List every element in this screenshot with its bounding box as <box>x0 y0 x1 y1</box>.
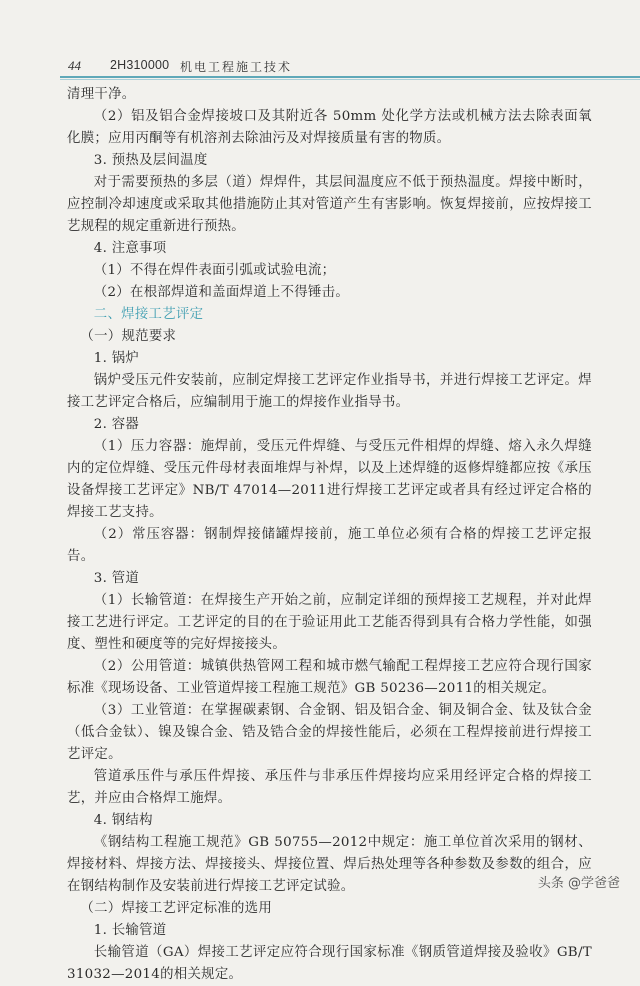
item-heading: 4. 钢结构 <box>93 813 153 828</box>
paragraph: （2）公用管道：城镇供热管网工程和城市燃气输配工程焊接工艺应符合现行国家标准《现场设备、工业管道焊接工程施工规范》GB 50236—2011的相关规定。 <box>67 659 592 696</box>
paragraph: 对于需要预热的多层（道）焊焊件，其层间温度应不低于预热温度。焊接中断时，应控制冷却速度或采取其他措施防止其对管道产生有害影响。恢复焊接前，应按焊接工艺规程的规定重新进行预热。 <box>67 175 592 234</box>
paragraph: （3）工业管道：在掌握碳素钢、合金钢、铝及铝合金、铜及铜合金、钛及钛合金（低合金钛）、镍及镍合金、锆及锆合金的焊接性能后，必须在工程焊接前进行焊接工艺评定。 <box>67 703 592 762</box>
item-heading: 4. 注意事项 <box>93 241 167 256</box>
header-title: 机电工程施工技术 <box>180 60 293 74</box>
paragraph: 《钢结构工程施工规范》GB 50755—2012中规定：施工单位首次采用的钢材、焊接材料、焊接方法、焊接接头、焊接位置、焊后热处理等各种参数及参数的组合，应在钢结构制作及安装前进行焊接工艺评定试验。 <box>67 835 592 894</box>
page-number: 44 <box>68 58 81 73</box>
subsection-heading: （二）焊接工艺评定标准的选用 <box>80 901 273 916</box>
paragraph: 长输管道（GA）焊接工艺评定应符合现行国家标准《钢质管道焊接及验收》GB/T 31032—2014的相关规定。 <box>67 945 592 982</box>
item-heading: 1. 长输管道 <box>93 923 167 938</box>
watermark <box>538 872 620 891</box>
document-body <box>67 84 592 986</box>
paragraph: 锅炉受压元件安装前，应制定焊接工艺评定作业指导书，并进行焊接工艺评定。焊接工艺评定合格后，应编制用于施工的焊接作业指导书。 <box>67 373 592 410</box>
paragraph: 清理干净。 <box>67 87 136 102</box>
section-heading: 二、焊接工艺评定 <box>93 307 204 322</box>
header-rule <box>60 76 640 78</box>
item-heading: 1. 锅炉 <box>93 351 140 366</box>
page-header <box>0 52 640 76</box>
item-heading: 3. 预热及层间温度 <box>93 153 208 168</box>
paragraph: （2）常压容器：钢制焊接储罐焊接前，施工单位必须有合格的焊接工艺评定报告。 <box>67 527 592 564</box>
item-heading: 3. 管道 <box>93 571 140 586</box>
paragraph: 管道承压件与承压件焊接、承压件与非承压件焊接均应采用经评定合格的焊接工艺，并应由合格焊工施焊。 <box>67 769 592 806</box>
header-code: 2H310000 <box>110 58 170 72</box>
subsection-heading: （一）规范要求 <box>80 329 177 344</box>
paragraph: （1）长输管道：在焊接生产开始之前，应制定详细的预焊接工艺规程，并对此焊接工艺进行评定。工艺评定的目的在于验证用此工艺能否得到具有合格力学性能，如强度、塑性和硬度等的完好焊接接头。 <box>67 593 592 652</box>
paragraph: （2）在根部焊道和盖面焊道上不得锤击。 <box>93 285 350 300</box>
paragraph: （1）压力容器：施焊前，受压元件焊缝、与受压元件相焊的焊缝、熔入永久焊缝内的定位焊缝、受压元件母材表面堆焊与补焊，以及上述焊缝的返修焊缝都应按《承压设备焊接工艺评定》NB/T 47014—2011进行焊接工艺评定或者具有经过评定合格的焊接工艺支持。 <box>67 439 592 520</box>
header-rule-thin <box>60 79 640 80</box>
paragraph: （2）铝及铝合金焊接坡口及其附近各 50mm 处化学方法或机械方法去除表面氧化膜；应用丙酮等有机溶剂去除油污及对焊接质量有害的物质。 <box>67 109 592 146</box>
item-heading: 2. 容器 <box>93 417 140 432</box>
paragraph: （1）不得在焊件表面引弧或试验电流； <box>93 263 336 278</box>
watermark-text: 头条 @学爸爸 <box>537 876 620 891</box>
